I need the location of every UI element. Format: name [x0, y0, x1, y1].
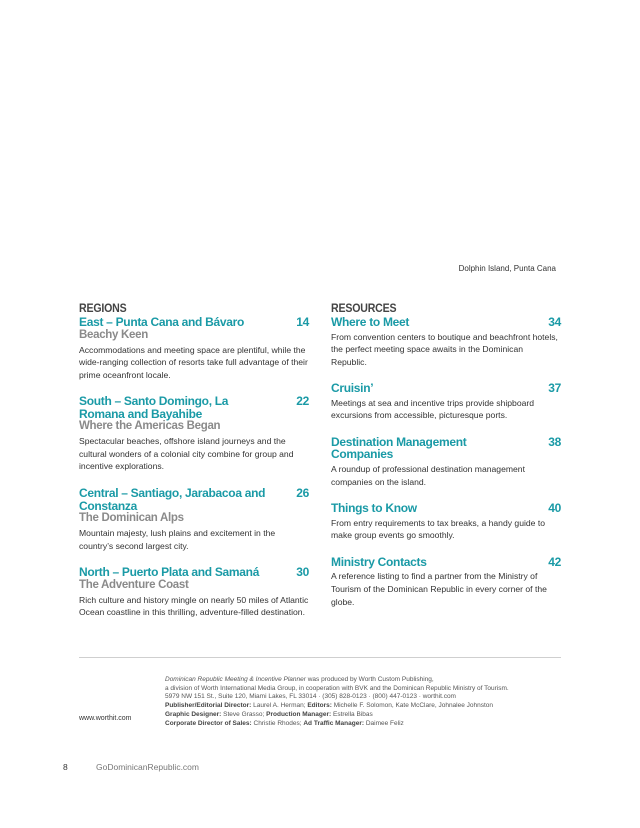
toc-entry-title-row	[79, 566, 309, 579]
credits-block	[165, 676, 565, 728]
credit-label: Production Manager:	[266, 710, 332, 718]
toc-entry-title: Ministry Contacts	[331, 554, 427, 569]
toc-entry-title-row	[331, 436, 561, 461]
credit-label: Publisher/Editorial Director:	[165, 702, 252, 710]
toc-entry-title: Cruisin’	[331, 381, 374, 396]
credit-label: Editors:	[307, 702, 332, 710]
credits-text: was produced by Worth Custom Publishing,	[305, 676, 434, 683]
toc-entry-title-row	[79, 395, 309, 420]
toc-entry[interactable]	[331, 556, 561, 608]
credit-value: Steve Grasso;	[221, 710, 267, 718]
credit-value: Daimee Feliz	[364, 719, 404, 727]
toc-entry-title-row	[79, 316, 309, 329]
toc-entry[interactable]	[331, 502, 561, 542]
toc-entry-title-row	[331, 556, 561, 569]
credit-value: Michelle F. Solomon, Kate McClare, Johnalee Johnston	[331, 702, 494, 710]
regions-column	[79, 303, 309, 633]
credit-label: Ad Traffic Manager:	[303, 719, 365, 727]
toc-entry[interactable]	[79, 395, 309, 473]
toc-entry[interactable]	[331, 382, 561, 422]
footer-website-link[interactable]: GoDominicanRepublic.com	[96, 762, 199, 772]
toc-entry-title: Central – Santiago, Jarabacoa and Constanza	[79, 486, 266, 513]
toc-entry-description: Accommodations and meeting space are plentiful, while the wide-ranging collection of resorts take full advantage of their prime oceanfront locale.	[79, 344, 308, 380]
credit-label: Corporate Director of Sales:	[165, 719, 252, 727]
toc-entry-subtitle: The Dominican Alps	[79, 512, 184, 525]
credits-line-6	[165, 720, 565, 729]
toc-entry-description: Meetings at sea and incentive trips provide shipboard excursions from accessible, picturesque ports.	[331, 397, 535, 421]
credits-line-5	[165, 711, 565, 720]
toc-entry-page: 37	[548, 381, 561, 396]
toc-entry[interactable]	[79, 487, 309, 552]
credit-label: Graphic Designer:	[165, 710, 222, 718]
resources-column	[331, 303, 561, 622]
toc-entry-subtitle: The Adventure Coast	[79, 578, 189, 591]
credits-line-1	[165, 676, 565, 685]
resources-heading: RESOURCES	[331, 303, 397, 315]
toc-entry-title: Things to Know	[331, 501, 417, 516]
toc-entry-subtitle: Where the Americas Began	[79, 420, 221, 433]
publication-name: Dominican Republic Meeting & Incentive Planner	[165, 676, 306, 683]
toc-entry-page: 26	[296, 486, 309, 501]
credits-line-2: a division of Worth International Media Group, in cooperation with BVK and the Dominican Republic Ministry of Tourism.	[165, 684, 509, 692]
toc-entry-page: 22	[296, 394, 309, 409]
toc-entry-title-row	[79, 487, 309, 512]
credits-line-3: 5979 NW 151 St., Suite 120, Miami Lakes, FL 33014 · (305) 828-0123 · (800) 447-0123 · worthit.com	[165, 693, 456, 701]
toc-entry-page: 42	[548, 554, 561, 569]
toc-entry-description: From convention centers to boutique and beachfront hotels, the perfect meeting space awaits in the Dominican Republic.	[331, 331, 558, 367]
toc-entry[interactable]	[79, 316, 309, 381]
page-number: 8	[63, 762, 68, 772]
toc-entry-title: Where to Meet	[331, 315, 410, 329]
toc-entry[interactable]	[79, 566, 309, 619]
toc-entry-title-row	[331, 316, 561, 329]
toc-entry-description: Mountain majesty, lush plains and excitement in the country’s second largest city.	[79, 528, 276, 551]
toc-entry[interactable]	[331, 436, 561, 488]
toc-entry-page: 38	[548, 434, 561, 449]
toc-entry-page: 14	[296, 315, 309, 329]
credit-value: Estrella Bibas	[331, 710, 373, 718]
toc-entry-page: 34	[548, 315, 561, 329]
credit-value: Christie Rhodes;	[251, 719, 304, 727]
credits-line-4	[165, 702, 565, 711]
toc-entry[interactable]	[331, 316, 561, 368]
toc-entry-title: Destination Management Companies	[331, 434, 467, 462]
toc-entry-description: A reference listing to find a partner from the Ministry of Tourism of the Dominican Republic in every corner of the globe.	[331, 571, 547, 607]
photo-caption: Dolphin Island, Punta Cana	[458, 264, 556, 273]
toc-entry-title: East – Punta Cana and Bávaro	[79, 315, 244, 329]
website-link[interactable]: www.worthit.com	[79, 715, 132, 722]
toc-entry-page: 30	[296, 565, 309, 580]
toc-entry-description: From entry requirements to tax breaks, a handy guide to make group events go smoothly.	[331, 517, 545, 541]
toc-entry-description: Spectacular beaches, offshore island journeys and the cultural wonders of a colonial city combine for group and incentive explorations.	[79, 436, 294, 472]
toc-entry-title: North – Puerto Plata and Samaná	[79, 565, 260, 580]
regions-heading: REGIONS	[79, 303, 127, 315]
toc-entry-title-row	[331, 502, 561, 515]
toc-entry-description: Rich culture and history mingle on nearly 50 miles of Atlantic Ocean coastline in this thrilling, adventure-filled destination.	[79, 594, 309, 618]
divider	[79, 657, 561, 658]
toc-entry-title: South – Santo Domingo, La Romana and Bayahibe	[79, 394, 229, 421]
toc-entry-page: 40	[548, 501, 561, 516]
toc-entry-description: A roundup of professional destination management companies on the island.	[331, 463, 525, 487]
toc-entry-title-row	[331, 382, 561, 395]
credit-value: Laurel A. Herman;	[251, 702, 308, 710]
toc-entry-subtitle: Beachy Keen	[79, 328, 148, 341]
